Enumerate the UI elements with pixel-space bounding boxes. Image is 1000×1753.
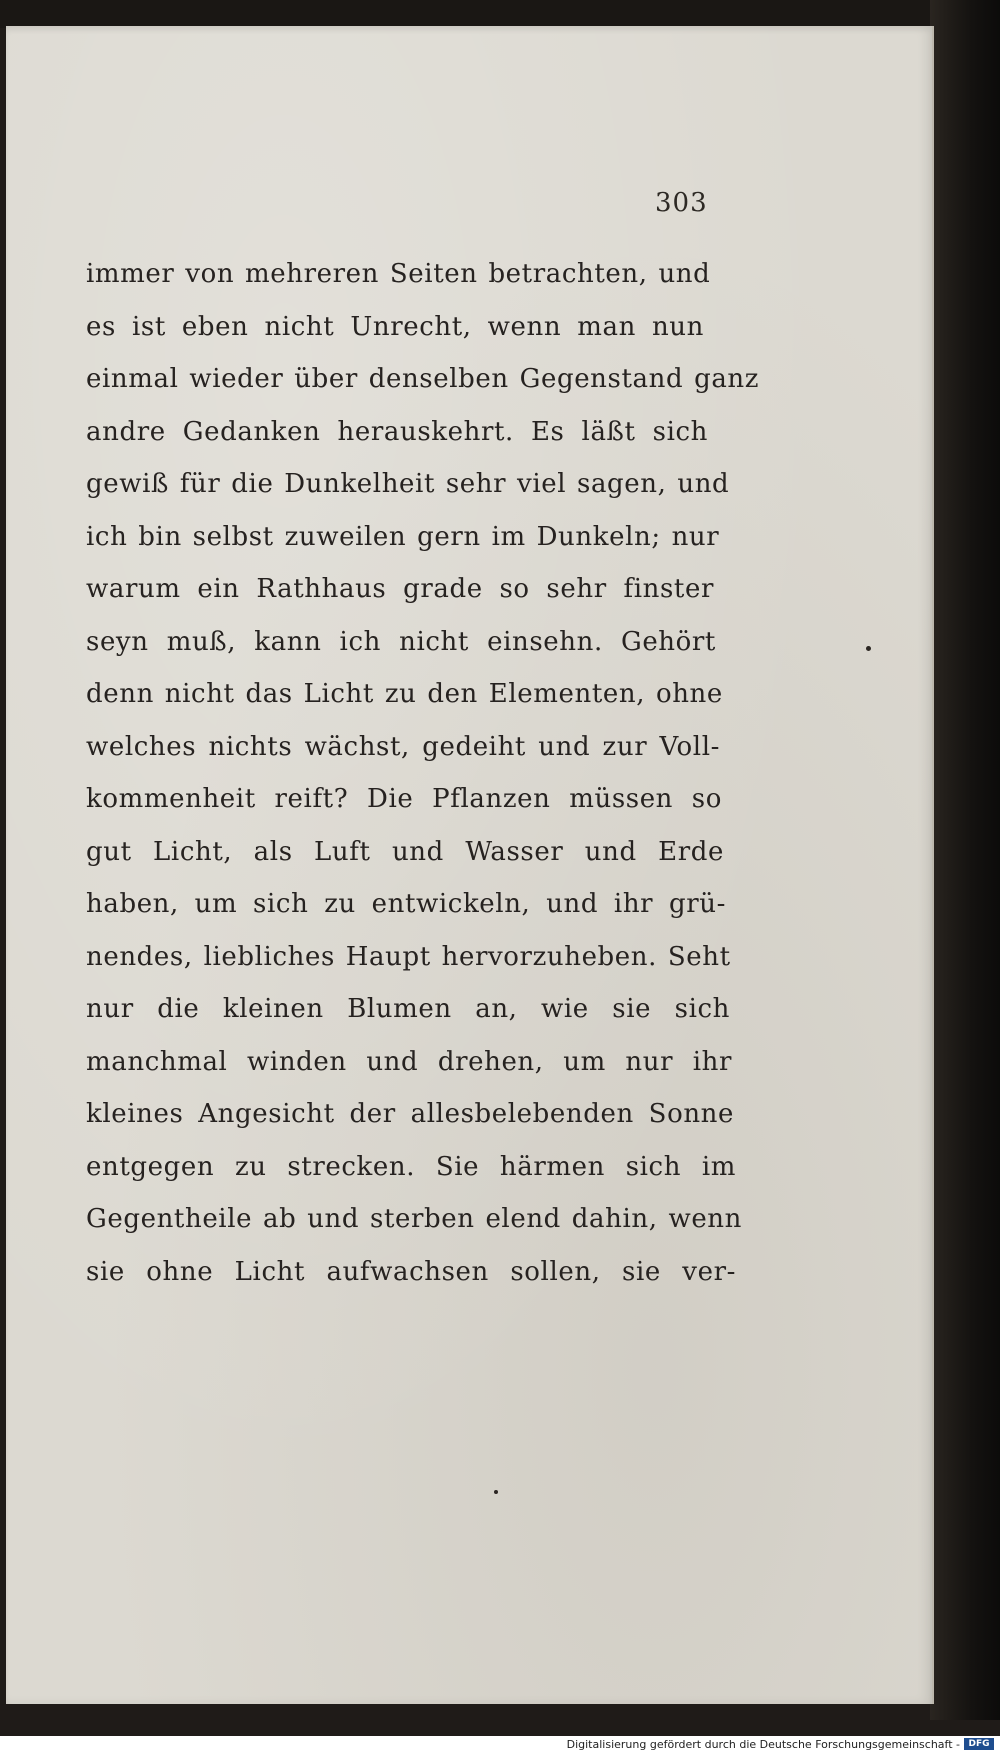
page-text xyxy=(86,248,760,1298)
digitization-credit: Digitalisierung gefördert durch die Deutsche Forschungsgemeinschaft - xyxy=(566,1738,960,1751)
text-line: einmal wieder über denselben Gegenstand ganz xyxy=(86,364,760,394)
text-line: nendes, liebliches Haupt hervorzuheben. Seht xyxy=(86,941,731,972)
text-line: sie ohne Licht aufwachsen sollen, sie ver- xyxy=(86,1256,736,1287)
text-line: gut Licht, als Luft und Wasser und Erde xyxy=(86,836,724,867)
text-line: denn nicht das Licht zu den Elementen, ohne xyxy=(86,679,723,709)
dfg-logo: DFG xyxy=(964,1738,994,1750)
text-line: warum ein Rathhaus grade so sehr finster xyxy=(86,574,714,604)
text-line: seyn muß, kann ich nicht einsehn. Gehört xyxy=(86,626,716,657)
ink-speck xyxy=(866,646,871,651)
page-number: 303 xyxy=(655,188,708,218)
ink-speck xyxy=(494,1490,498,1494)
text-line: immer von mehreren Seiten betrachten, und xyxy=(86,259,711,289)
text-line: manchmal winden und drehen, um nur ihr xyxy=(86,1046,732,1077)
text-line: kleines Angesicht der allesbelebenden Sonne xyxy=(86,1099,734,1129)
text-line: ich bin selbst zuweilen gern im Dunkeln; nur xyxy=(86,521,720,552)
text-line: Gegentheile ab und sterben elend dahin, wenn xyxy=(86,1204,743,1234)
right-book-edge xyxy=(930,0,1000,1720)
text-line: haben, um sich zu entwickeln, und ihr grü- xyxy=(86,889,726,919)
text-line: es ist eben nicht Unrecht, wenn man nun xyxy=(86,311,704,342)
text-line: andre Gedanken herauskehrt. Es läßt sich xyxy=(86,416,708,447)
text-line: kommenheit reift? Die Pflanzen müssen so xyxy=(86,784,722,814)
top-book-edge xyxy=(0,0,1000,28)
text-line: gewiß für die Dunkelheit sehr viel sagen, und xyxy=(86,469,730,499)
text-line: entgegen zu strecken. Sie härmen sich im xyxy=(86,1151,736,1182)
text-line: welches nichts wächst, gedeiht und zur Voll- xyxy=(86,731,720,762)
text-line: nur die kleinen Blumen an, wie sie sich xyxy=(86,994,730,1024)
